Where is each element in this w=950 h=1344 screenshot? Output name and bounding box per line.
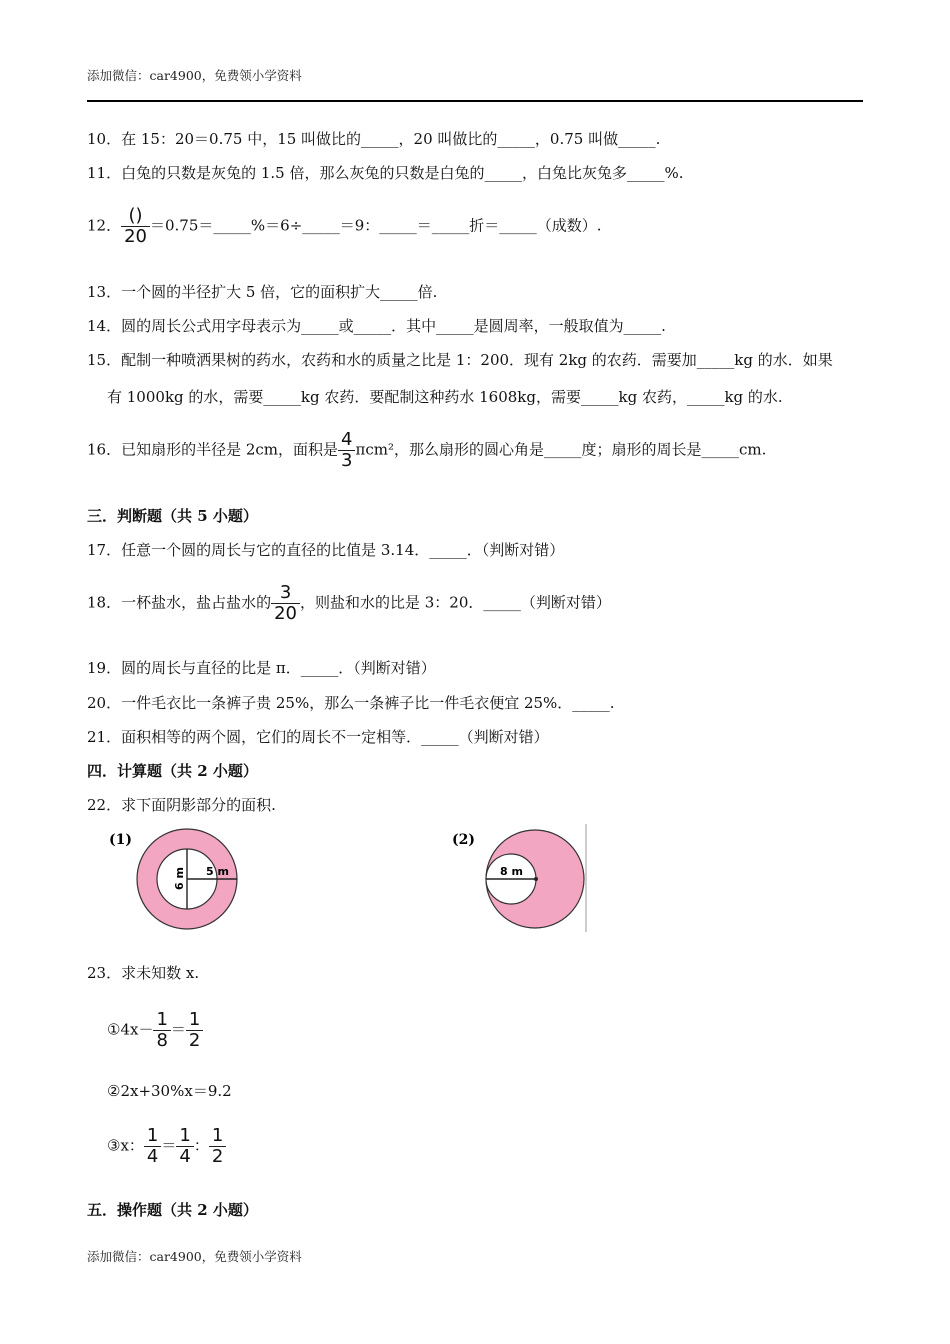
equation-3 xyxy=(107,1126,226,1167)
eq1-fraction-2 xyxy=(186,1010,203,1051)
figure-1-annulus xyxy=(107,824,262,932)
page-header: 添加微信：car4900，免费领小学资料 xyxy=(87,68,302,83)
question-13: 13．一个圆的半径扩大 5 倍，它的面积扩大_____倍. xyxy=(87,283,438,301)
section-3-title: 三．判断题（共 5 小题） xyxy=(87,507,258,525)
q18-fraction xyxy=(271,583,300,624)
question-20: 20．一件毛衣比一条裤子贵 25%，那么一条裤子比一件毛衣便宜 25%．_____. xyxy=(87,694,615,712)
eq3-fraction-1 xyxy=(144,1126,161,1167)
q12-number: 12． xyxy=(87,216,122,235)
eq3-f2-den: 4 xyxy=(176,1146,193,1167)
question-16 xyxy=(87,430,766,471)
question-17: 17．任意一个圆的周长与它的直径的比值是 3.14．_____．（判断对错） xyxy=(87,541,565,559)
q16-fraction xyxy=(338,430,355,471)
eq1-prefix: ①4x－ xyxy=(107,1020,154,1039)
eq3-f3-num: 1 xyxy=(211,1125,224,1146)
q12-fraction xyxy=(121,206,150,247)
question-19: 19．圆的周长与直径的比是 π．_____．（判断对错） xyxy=(87,659,436,677)
question-21: 21．面积相等的两个圆，它们的周长不一定相等．_____（判断对错） xyxy=(87,728,549,746)
q16-rest: πcm²，那么扇形的圆心角是_____度；扇形的周长是_____cm. xyxy=(355,440,767,459)
equation-2: ②2x+30%x＝9.2 xyxy=(107,1082,232,1100)
eq3-f2-num: 1 xyxy=(179,1125,191,1146)
fig1-label: (1) xyxy=(109,832,132,848)
eq3-prefix: ③x： xyxy=(107,1136,144,1155)
q12-frac-num: () xyxy=(128,205,143,226)
question-15-line-1: 15．配制一种喷洒果树的药水，农药和水的质量之比是 1：200．现有 2kg 的农药．需要加_____kg 的水．如果 xyxy=(87,351,833,369)
question-22: 22．求下面阴影部分的面积. xyxy=(87,796,276,814)
eq1-f2-num: 1 xyxy=(188,1009,201,1030)
q18-prefix: 18．一杯盐水，盐占盐水的 xyxy=(87,593,272,612)
q12-frac-den: 20 xyxy=(121,226,150,247)
eq3-f1-num: 1 xyxy=(146,1125,159,1146)
eq3-f3-den: 2 xyxy=(209,1146,226,1167)
question-12 xyxy=(87,206,602,247)
eq3-f1-den: 4 xyxy=(144,1146,161,1167)
eq3-fraction-2 xyxy=(176,1126,193,1167)
section-5-title: 五．操作题（共 2 小题） xyxy=(87,1201,258,1219)
section-4-title: 四．计算题（共 2 小题） xyxy=(87,762,258,780)
fig2-label: (2) xyxy=(452,832,475,848)
q16-frac-den: 3 xyxy=(338,450,355,471)
q16-frac-num: 4 xyxy=(341,429,353,450)
fig1-outer-label: 5 m xyxy=(206,865,229,878)
eq3-equals: ＝ xyxy=(161,1136,177,1155)
figure-2-shaded-circle xyxy=(450,824,590,932)
eq1-f2-den: 2 xyxy=(186,1030,203,1051)
q12-rest: ＝0.75＝_____%＝6÷_____＝9：_____＝_____折＝_____（成数）. xyxy=(150,216,602,235)
fig2-center-dot xyxy=(534,877,538,881)
q18-frac-den: 20 xyxy=(271,603,300,624)
q16-prefix: 16．已知扇形的半径是 2cm，面积是 xyxy=(87,440,339,459)
question-11: 11．白兔的只数是灰兔的 1.5 倍，那么灰兔的只数是白兔的_____，白兔比灰兔多_____%. xyxy=(87,164,684,182)
question-14: 14．圆的周长公式用字母表示为_____或_____．其中_____是圆周率，一般取值为_____. xyxy=(87,317,666,335)
eq1-f1-num: 1 xyxy=(156,1009,168,1030)
eq1-equals: ＝ xyxy=(170,1020,186,1039)
eq3-fraction-3 xyxy=(209,1126,226,1167)
fig2-inner-label: 8 m xyxy=(500,865,523,878)
q18-frac-num: 3 xyxy=(279,582,292,603)
q18-rest: ，则盐和水的比是 3：20．_____（判断对错） xyxy=(300,593,611,612)
question-10: 10．在 15：20＝0.75 中，15 叫做比的_____，20 叫做比的_____，0.75 叫做_____. xyxy=(87,130,661,148)
eq1-fraction-1 xyxy=(153,1010,170,1051)
fig1-inner-label: 6 m xyxy=(173,867,186,890)
question-23: 23．求未知数 x. xyxy=(87,964,200,982)
header-rule xyxy=(87,100,863,102)
equation-1 xyxy=(107,1010,203,1051)
eq1-f1-den: 8 xyxy=(153,1030,170,1051)
question-18 xyxy=(87,583,611,624)
page-footer: 添加微信：car4900，免费领小学资料 xyxy=(87,1249,302,1264)
question-15-line-2: 有 1000kg 的水，需要_____kg 农药．要配制这种药水 1608kg，需要_____kg 农药，_____kg 的水. xyxy=(107,388,783,406)
eq3-colon: ： xyxy=(193,1136,209,1155)
